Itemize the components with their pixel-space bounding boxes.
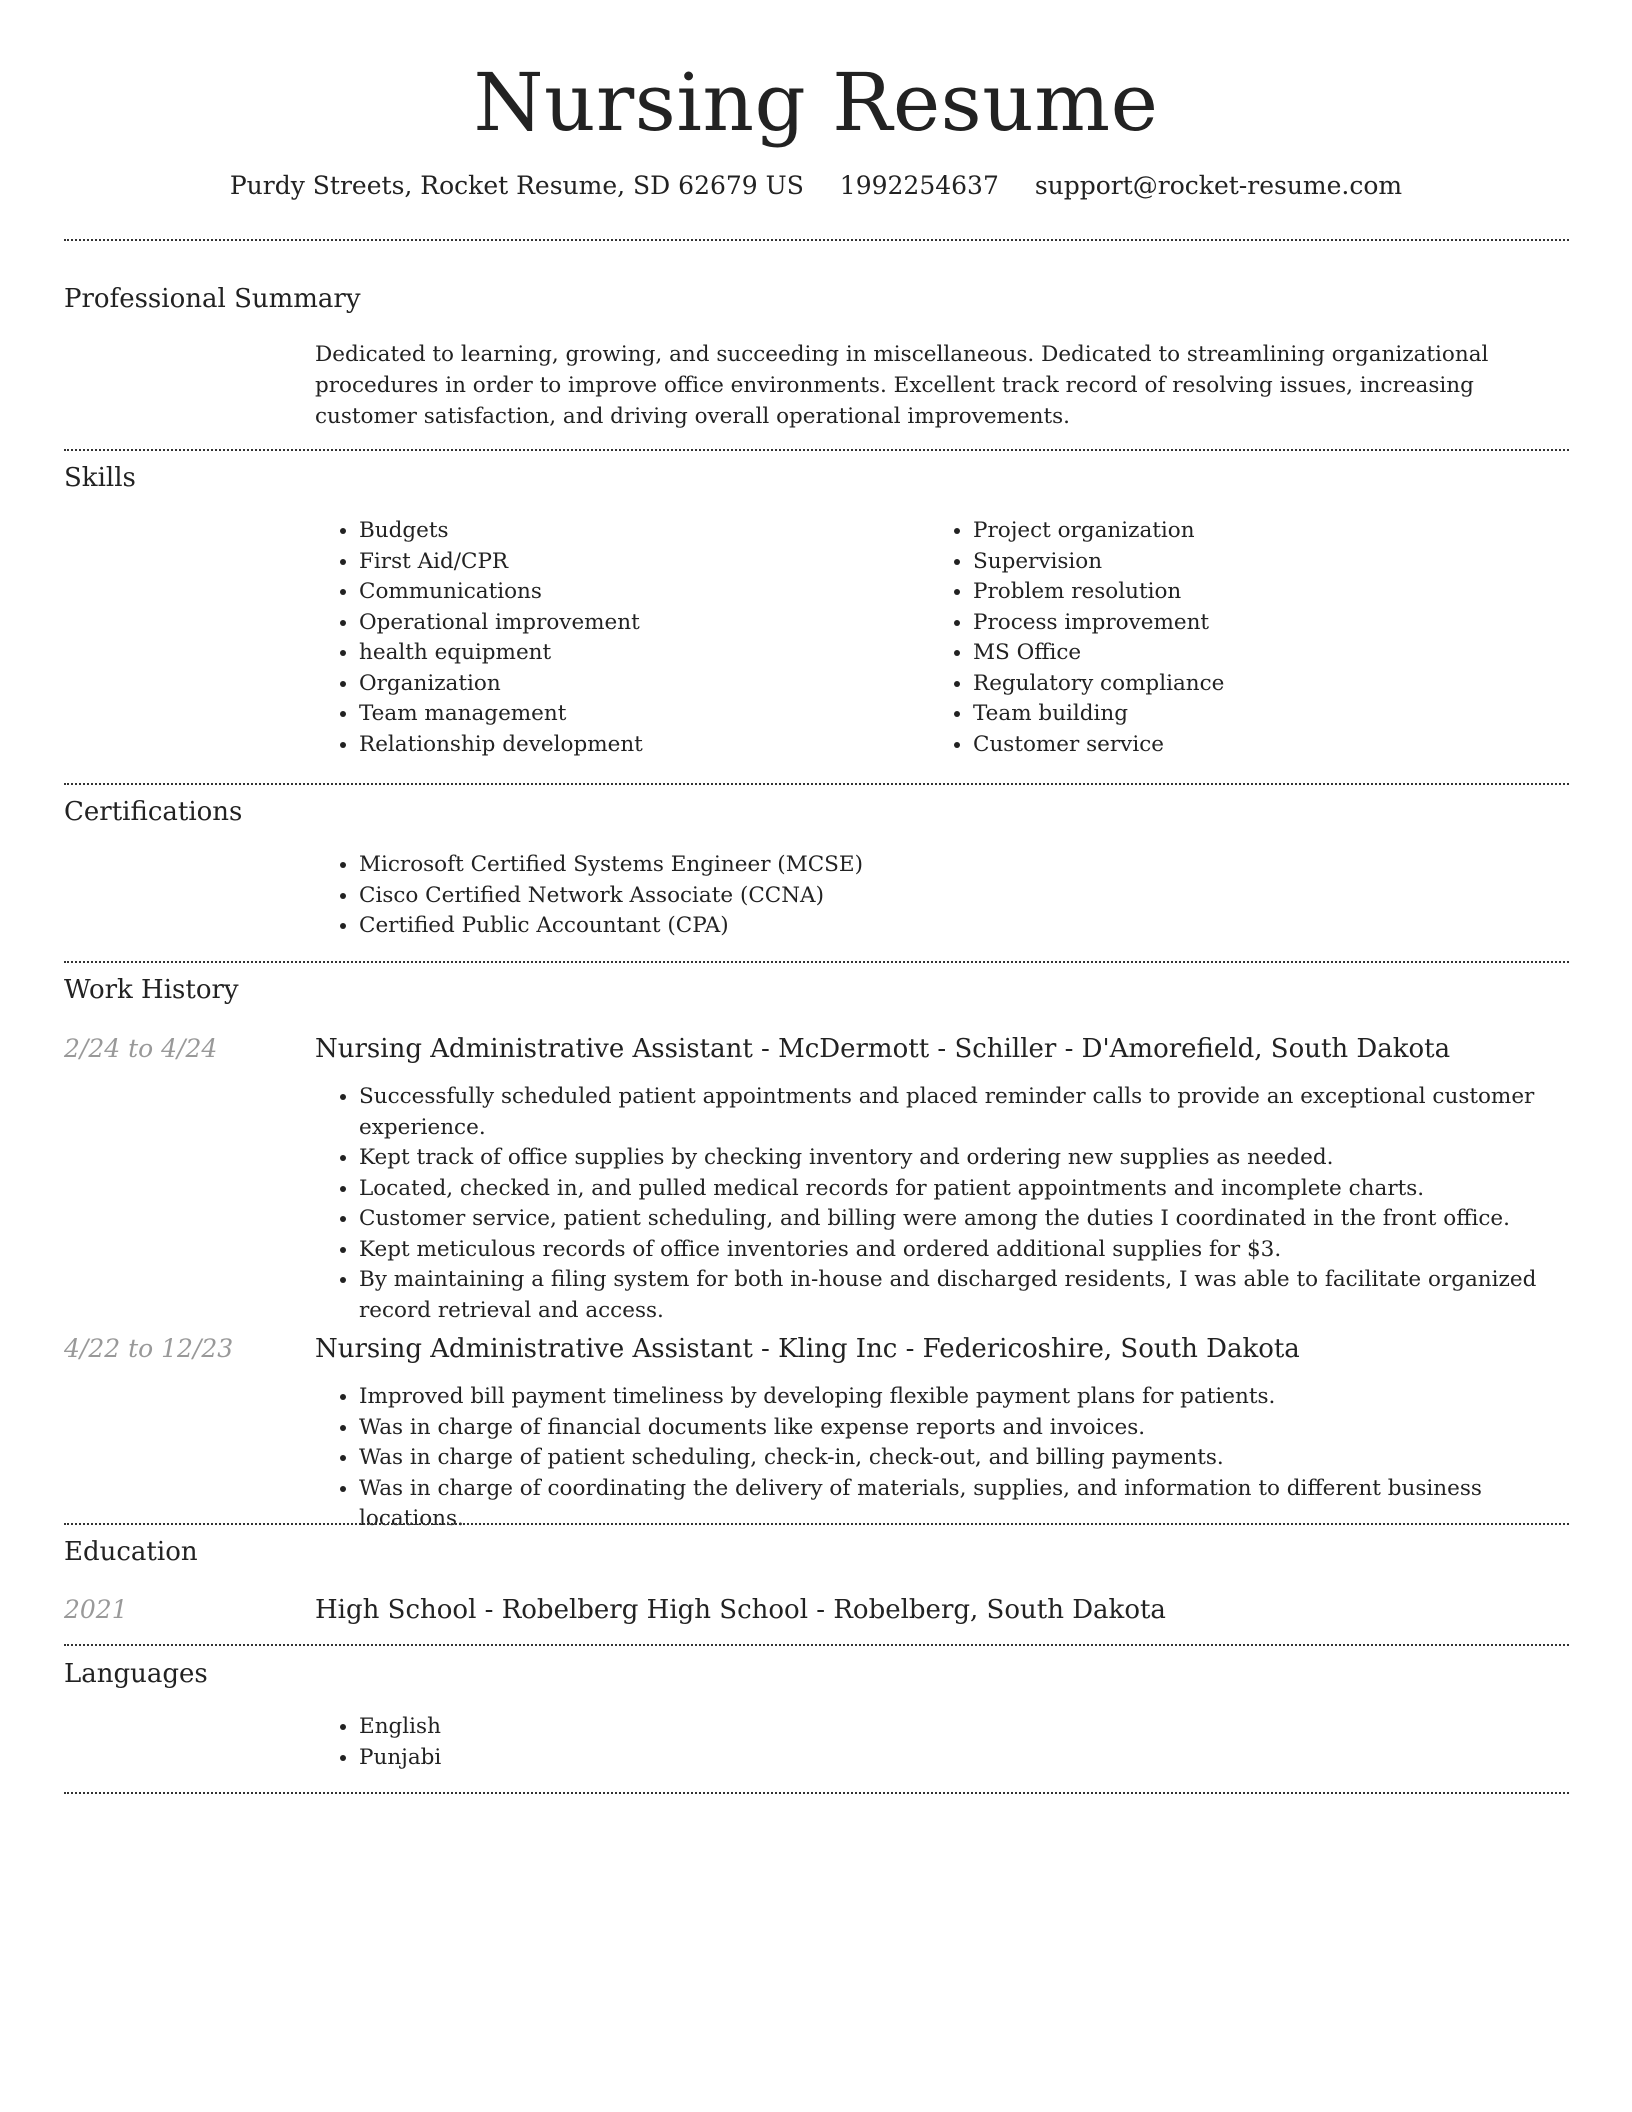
list-item: • Problem resolution	[973, 577, 1573, 608]
section-heading-education: Education	[64, 1537, 198, 1567]
certifications-list	[315, 850, 1559, 942]
list-item: • Customer service	[973, 730, 1573, 761]
divider	[64, 449, 1569, 451]
list-item: • Was in charge of financial documents like expense reports and invoices.	[359, 1413, 1569, 1444]
education-entry: High School - Robelberg High School - Robelberg, South Dakota	[315, 1595, 1166, 1625]
job-title: Nursing Administrative Assistant - McDermott - Schiller - D'Amorefield, South Dakota	[315, 1034, 1451, 1064]
resume-title: Nursing Resume	[473, 56, 1159, 149]
list-item: • Successfully scheduled patient appointments and placed reminder calls to provide an exceptional customer experience.	[359, 1082, 1569, 1143]
list-item: • Was in charge of patient scheduling, check-in, check-out, and billing payments.	[359, 1443, 1569, 1474]
contact-line	[0, 168, 1632, 204]
contact-phone: 1992254637	[839, 171, 999, 200]
list-item: • English	[359, 1712, 959, 1743]
list-item: • By maintaining a filing system for both in-house and discharged residents, I was able to facilitate organized record retrieval and access.	[359, 1265, 1569, 1326]
list-item: • Located, checked in, and pulled medical records for patient appointments and incomplete charts.	[359, 1174, 1569, 1205]
divider	[64, 239, 1569, 241]
list-item: • Relationship development	[359, 730, 919, 761]
skills-list-right	[929, 516, 1573, 760]
skills-list-left	[315, 516, 919, 760]
list-item: • Microsoft Certified Systems Engineer (MCSE)	[359, 850, 1559, 881]
list-item: • Supervision	[973, 547, 1573, 578]
job-bullets	[315, 1082, 1569, 1326]
list-item: • Communications	[359, 577, 919, 608]
job-bullets	[315, 1382, 1569, 1535]
list-item: • Kept track of office supplies by checking inventory and ordering new supplies as needed.	[359, 1143, 1569, 1174]
contact-email: support@rocket-resume.com	[1034, 171, 1403, 200]
list-item: • health equipment	[359, 638, 919, 669]
list-item: • Process improvement	[973, 608, 1573, 639]
education-date: 2021	[64, 1595, 128, 1624]
divider	[64, 783, 1569, 785]
section-heading-skills: Skills	[64, 463, 136, 493]
divider	[64, 1644, 1569, 1646]
divider	[64, 1792, 1569, 1794]
job-title: Nursing Administrative Assistant - Kling Inc - Federicoshire, South Dakota	[315, 1334, 1300, 1364]
list-item: • Team management	[359, 699, 919, 730]
list-item: • Operational improvement	[359, 608, 919, 639]
list-item: • MS Office	[973, 638, 1573, 669]
list-item: • Improved bill payment timeliness by developing flexible payment plans for patients.	[359, 1382, 1569, 1413]
list-item: • Customer service, patient scheduling, and billing were among the duties I coordinated in the front office.	[359, 1204, 1569, 1235]
summary-text: Dedicated to learning, growing, and succeeding in miscellaneous. Dedicated to streamlining organizational procedures in order to improve office environments. Excellent track record of resolving issues, increasing customer satisfaction, and driving overall operational improvements.	[315, 342, 1489, 429]
list-item: • Cisco Certified Network Associate (CCNA)	[359, 881, 1559, 912]
job-date: 4/22 to 12/23	[64, 1334, 234, 1363]
list-item: • Team building	[973, 699, 1573, 730]
list-item: • Regulatory compliance	[973, 669, 1573, 700]
list-item: • Budgets	[359, 516, 919, 547]
list-item: • Kept meticulous records of office inventories and ordered additional supplies for $3.	[359, 1235, 1569, 1266]
divider	[64, 1523, 1569, 1525]
list-item: • Organization	[359, 669, 919, 700]
list-item: • Was in charge of coordinating the delivery of materials, supplies, and information to different business locations.	[359, 1474, 1569, 1535]
section-heading-work-history: Work History	[64, 975, 239, 1005]
list-item: • First Aid/CPR	[359, 547, 919, 578]
job-date: 2/24 to 4/24	[64, 1034, 218, 1063]
list-item: • Project organization	[973, 516, 1573, 547]
list-item: • Punjabi	[359, 1743, 959, 1774]
languages-list	[315, 1712, 959, 1773]
section-heading-certifications: Certifications	[64, 797, 243, 827]
section-heading-summary: Professional Summary	[64, 284, 361, 314]
contact-address: Purdy Streets, Rocket Resume, SD 62679 US	[229, 171, 804, 200]
list-item: • Certified Public Accountant (CPA)	[359, 911, 1559, 942]
section-heading-languages: Languages	[64, 1659, 208, 1689]
divider	[64, 961, 1569, 963]
